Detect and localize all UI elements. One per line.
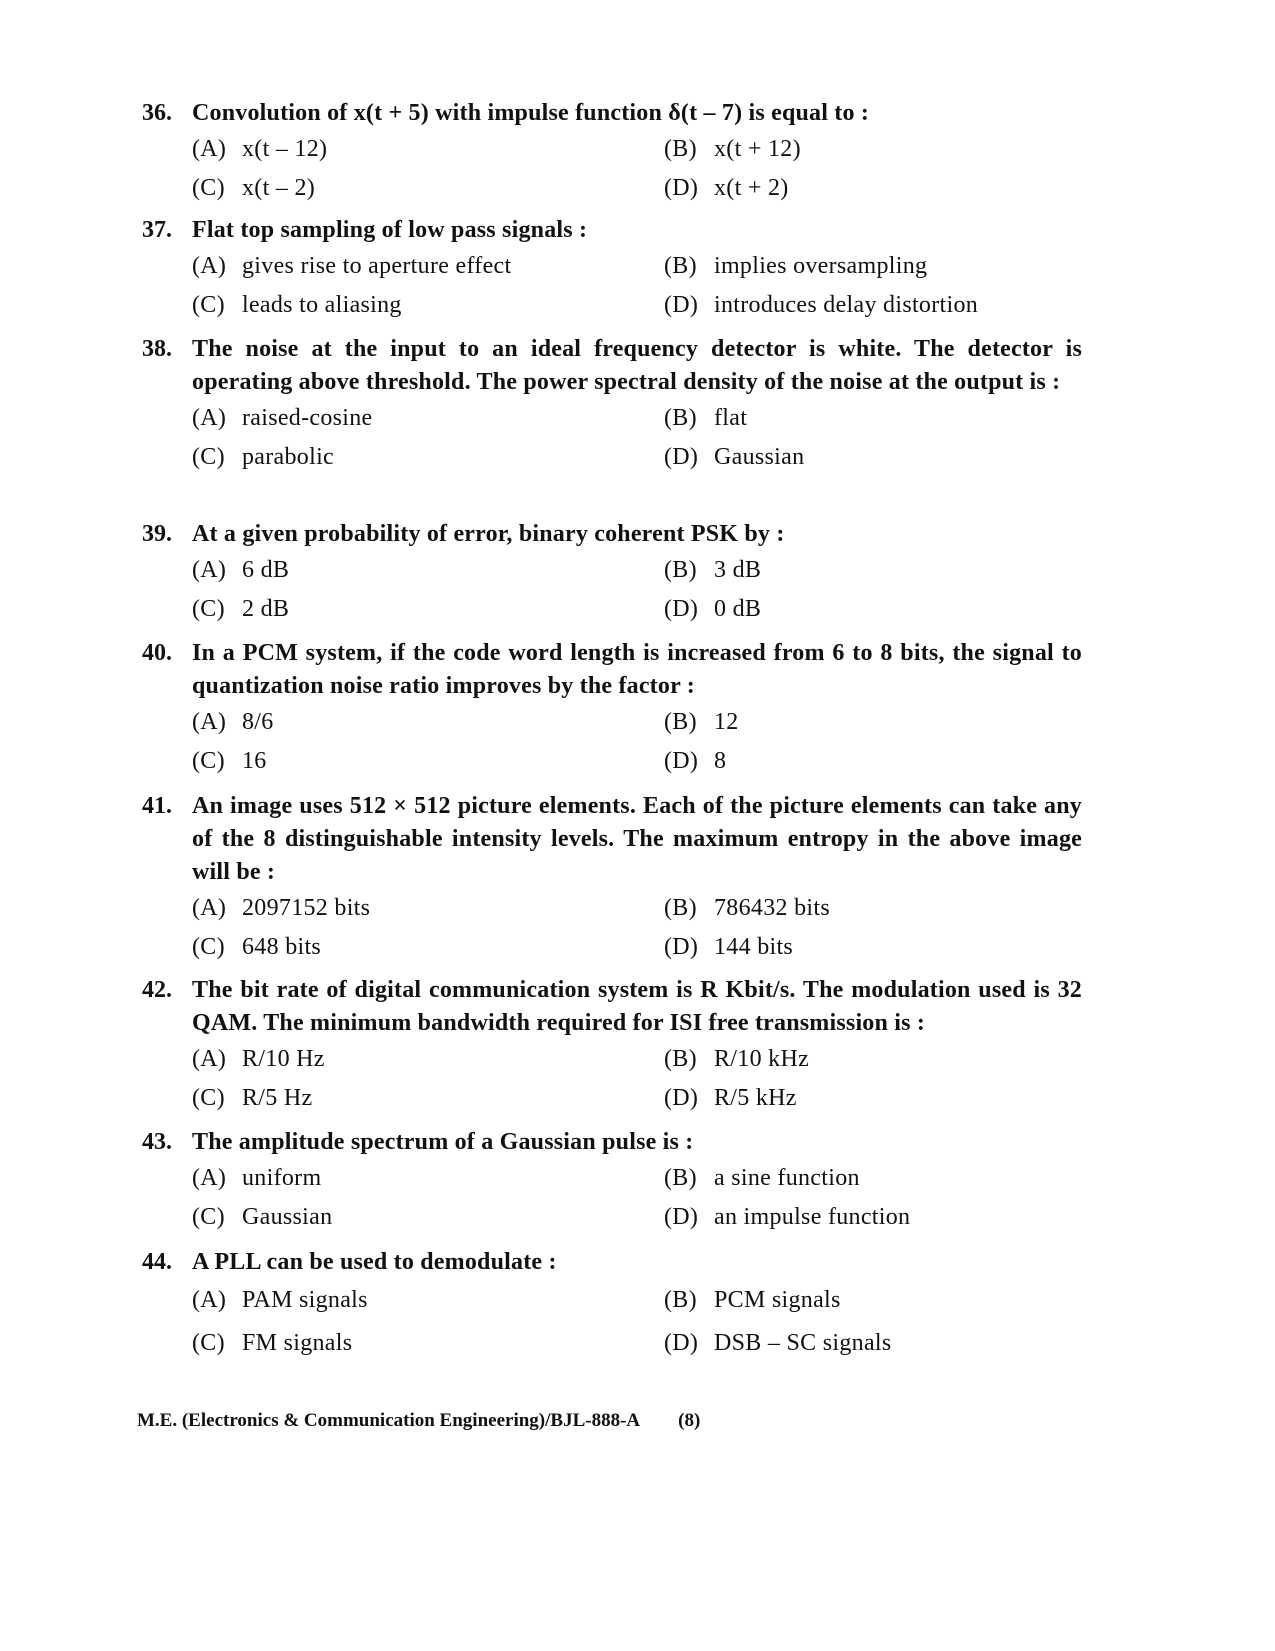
option-label: (D) [664, 596, 699, 622]
option-label: (A) [192, 136, 227, 162]
option-b [664, 703, 1084, 742]
footer-course-code: M.E. (Electronics & Communication Engineering)/BJL-888-A [137, 1410, 641, 1431]
option-text: a sine function [714, 1165, 860, 1191]
options [192, 399, 1082, 477]
option-d [664, 1322, 1084, 1365]
option-d [664, 590, 1084, 629]
question-text: Flat top sampling of low pass signals : [192, 217, 588, 243]
question-text: An image uses 512 × 512 picture elements. Each of the picture elements can take any of the 8 distinguishable intensity levels. The maximum entropy in the above image will be : [192, 793, 1082, 885]
option-d [664, 169, 1084, 208]
option-b [664, 551, 1084, 590]
option-text: 16 [242, 748, 267, 774]
option-label: (D) [664, 1204, 699, 1230]
page-footer [137, 1410, 700, 1432]
option-label: (B) [664, 557, 697, 583]
option-d [664, 286, 1084, 325]
option-text: 2097152 bits [242, 895, 371, 921]
option-text: uniform [242, 1165, 322, 1191]
options [192, 551, 1082, 629]
option-text: implies oversampling [714, 253, 928, 279]
question-stem [142, 1126, 1082, 1159]
option-text: gives rise to aperture effect [242, 253, 512, 279]
option-label: (C) [192, 1204, 225, 1230]
option-c [192, 1322, 664, 1365]
option-a [192, 889, 664, 928]
option-text: raised-cosine [242, 405, 373, 431]
option-text: FM signals [242, 1330, 353, 1356]
option-text: 144 bits [714, 934, 794, 960]
option-a [192, 1279, 664, 1322]
option-text: x(t – 2) [242, 175, 316, 201]
option-d [664, 438, 1084, 477]
question-stem [142, 214, 1082, 247]
option-c [192, 928, 664, 967]
question-number: 44. [142, 1249, 172, 1275]
option-a [192, 551, 664, 590]
option-a [192, 247, 664, 286]
option-label: (B) [664, 1046, 697, 1072]
option-text: flat [714, 405, 748, 431]
option-b [664, 889, 1084, 928]
option-text: Gaussian [242, 1204, 333, 1230]
option-text: 8/6 [242, 709, 274, 735]
question-text: The noise at the input to an ideal frequency detector is white. The detector is operating above threshold. The power spectral density of the noise at the output is : [192, 336, 1082, 395]
option-b [664, 399, 1084, 438]
option-text: leads to aliasing [242, 292, 402, 318]
question-text: The bit rate of digital communication system is R Kbit/s. The modulation used is 32 QAM. The minimum bandwidth required for ISI free transmission is : [192, 977, 1082, 1036]
option-b [664, 1159, 1084, 1198]
option-text: introduces delay distortion [714, 292, 979, 318]
option-label: (B) [664, 253, 697, 279]
option-text: an impulse function [714, 1204, 911, 1230]
option-label: (A) [192, 895, 227, 921]
option-label: (A) [192, 1165, 227, 1191]
option-text: PAM signals [242, 1287, 368, 1313]
option-text: R/10 Hz [242, 1046, 325, 1072]
option-label: (B) [664, 709, 697, 735]
option-label: (B) [664, 1287, 697, 1313]
option-c [192, 1079, 664, 1118]
question-stem [142, 637, 1082, 703]
option-text: 2 dB [242, 596, 290, 622]
options [192, 1040, 1082, 1118]
option-label: (C) [192, 748, 225, 774]
question-text: Convolution of x(t + 5) with impulse function δ(t – 7) is equal to : [192, 100, 870, 126]
option-c [192, 286, 664, 325]
question-number: 37. [142, 217, 172, 243]
option-text: 648 bits [242, 934, 322, 960]
option-c [192, 169, 664, 208]
options [192, 1279, 1082, 1365]
question-stem [142, 974, 1082, 1040]
option-text: R/10 kHz [714, 1046, 810, 1072]
option-d [664, 928, 1084, 967]
option-label: (C) [192, 934, 225, 960]
option-label: (B) [664, 405, 697, 431]
option-d [664, 742, 1084, 781]
option-text: 786432 bits [714, 895, 830, 921]
option-label: (D) [664, 444, 699, 470]
option-label: (D) [664, 748, 699, 774]
question-number: 43. [142, 1129, 172, 1155]
option-label: (C) [192, 175, 225, 201]
option-b [664, 130, 1084, 169]
question-38 [142, 333, 1082, 477]
question-number: 36. [142, 100, 172, 126]
options [192, 247, 1082, 325]
option-text: PCM signals [714, 1287, 841, 1313]
question-43 [142, 1126, 1082, 1237]
option-c [192, 590, 664, 629]
option-text: Gaussian [714, 444, 805, 470]
options [192, 1159, 1082, 1237]
options [192, 889, 1082, 967]
option-label: (A) [192, 1046, 227, 1072]
option-d [664, 1079, 1084, 1118]
question-text: A PLL can be used to demodulate : [192, 1249, 557, 1275]
option-label: (B) [664, 1165, 697, 1191]
options [192, 130, 1082, 208]
option-a [192, 703, 664, 742]
option-label: (A) [192, 557, 227, 583]
option-label: (D) [664, 1330, 699, 1356]
option-label: (D) [664, 175, 699, 201]
option-text: 12 [714, 709, 739, 735]
option-text: x(t + 2) [714, 175, 789, 201]
option-label: (C) [192, 444, 225, 470]
option-label: (D) [664, 292, 699, 318]
option-c [192, 1198, 664, 1237]
option-text: 6 dB [242, 557, 290, 583]
question-number: 40. [142, 640, 172, 666]
question-39 [142, 518, 1082, 629]
question-36 [142, 97, 1082, 208]
option-label: (B) [664, 136, 697, 162]
question-stem [142, 97, 1082, 130]
option-a [192, 130, 664, 169]
option-c [192, 742, 664, 781]
question-stem [142, 1246, 1082, 1279]
option-text: 3 dB [714, 557, 762, 583]
option-text: x(t + 12) [714, 136, 801, 162]
question-number: 42. [142, 977, 172, 1003]
question-37 [142, 214, 1082, 325]
option-label: (C) [192, 1330, 225, 1356]
option-text: 8 [714, 748, 727, 774]
option-label: (D) [664, 934, 699, 960]
question-stem [142, 790, 1082, 889]
question-44 [142, 1246, 1082, 1365]
option-label: (C) [192, 1085, 225, 1111]
option-text: x(t – 12) [242, 136, 328, 162]
option-text: parabolic [242, 444, 334, 470]
option-label: (A) [192, 405, 227, 431]
option-b [664, 1279, 1084, 1322]
option-b [664, 247, 1084, 286]
option-label: (A) [192, 253, 227, 279]
question-text: At a given probability of error, binary coherent PSK by : [192, 521, 785, 547]
option-a [192, 1159, 664, 1198]
question-40 [142, 637, 1082, 781]
option-label: (A) [192, 709, 227, 735]
option-a [192, 1040, 664, 1079]
question-42 [142, 974, 1082, 1118]
option-label: (C) [192, 292, 225, 318]
question-41 [142, 790, 1082, 967]
question-text: In a PCM system, if the code word length is increased from 6 to 8 bits, the signal to quantization noise ratio improves by the factor : [192, 640, 1082, 699]
option-label: (D) [664, 1085, 699, 1111]
option-text: R/5 kHz [714, 1085, 797, 1111]
question-stem [142, 518, 1082, 551]
option-text: 0 dB [714, 596, 762, 622]
question-stem [142, 333, 1082, 399]
option-b [664, 1040, 1084, 1079]
question-text: The amplitude spectrum of a Gaussian pulse is : [192, 1129, 694, 1155]
option-text: DSB – SC signals [714, 1330, 892, 1356]
page-number: (8) [678, 1410, 701, 1431]
option-text: R/5 Hz [242, 1085, 313, 1111]
question-number: 39. [142, 521, 172, 547]
option-a [192, 399, 664, 438]
option-d [664, 1198, 1084, 1237]
option-label: (B) [664, 895, 697, 921]
options [192, 703, 1082, 781]
option-c [192, 438, 664, 477]
option-label: (C) [192, 596, 225, 622]
question-number: 38. [142, 336, 172, 362]
option-label: (A) [192, 1287, 227, 1313]
question-number: 41. [142, 793, 172, 819]
